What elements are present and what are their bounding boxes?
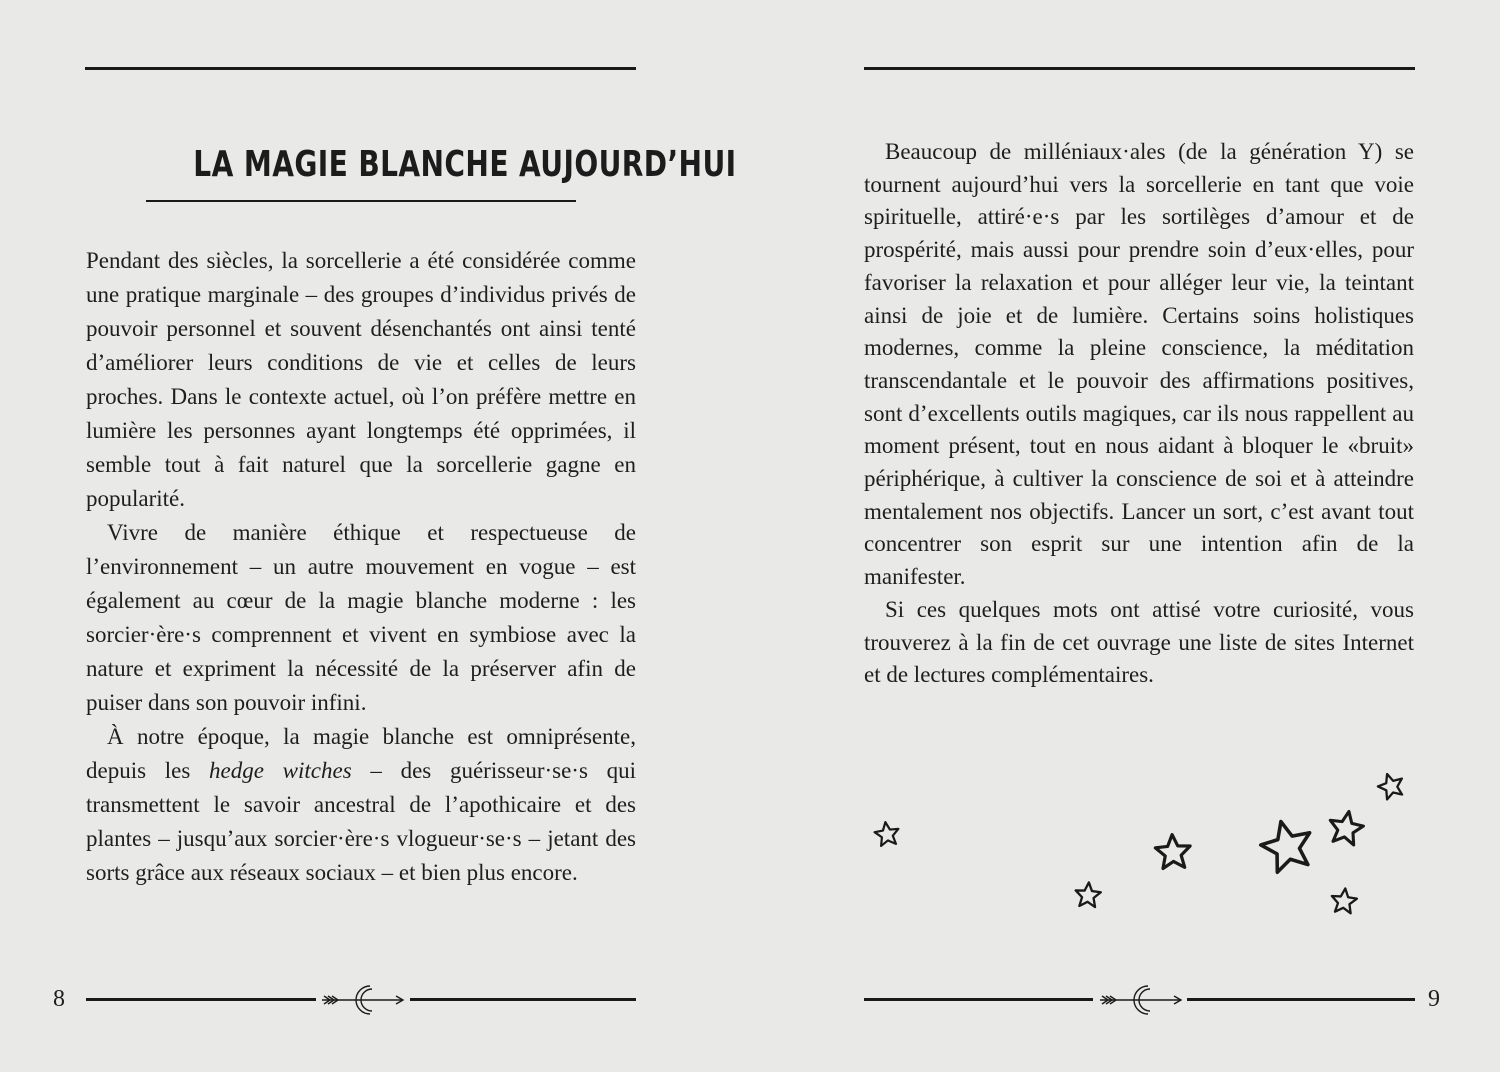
paragraph: Beaucoup de milléniaux·ales (de la génération Y) se tournent aujourd’hui vers la sorcellerie en tant que voie spirituelle, attiré·e·s par les sortilèges d’amour et de prospérité, mais aussi pour prendre soin d’eux·elles, pour favoriser la relaxation et pour alléger leur vie, la teintant ainsi de joie et de lumière. Certains soins holistiques modernes, comme la pleine conscience, la méditation transcendantale et le pouvoir des affirmations positives, sont d’excellents outils magiques, car ils nous rappellent au moment présent, tout en nous aidant à bloquer le «bruit» périphérique, à cultiver la conscience de soi et à atteindre mentalement nos objectifs. Lancer un sort, c’est avant tout concentrer son esprit sur une intention afin de la manifester. [864, 139, 1414, 590]
footer-rule-right [1187, 998, 1415, 1001]
moon-arrow-icon [1096, 980, 1184, 1020]
body-text [86, 244, 636, 890]
page-number: 8 [53, 986, 65, 1012]
footer-rule-left [864, 998, 1093, 1001]
paragraph [86, 720, 636, 890]
page-number: 9 [1428, 986, 1440, 1012]
star-icon [873, 820, 900, 846]
star-icon [1256, 815, 1317, 874]
footer-rule-right [410, 998, 636, 1001]
paragraph-text: À notre époque, la magie blanche est omniprésente, depuis les [86, 724, 636, 783]
italic-term: hedge witches [209, 758, 352, 783]
star-icon [1375, 770, 1406, 801]
top-rule [864, 67, 1415, 70]
paragraph-text: – des guérisseur·se·s qui transmettent le savoir ancestral de l’apothicaire et des plantes – jusqu’aux sorcier·ère·s vlogueur·se·s – jetant des sorts grâce aux réseaux sociaux – et bien plus encore. [86, 758, 636, 885]
paragraph: Pendant des siècles, la sorcellerie a été considérée comme une pratique marginale – des groupes d’individus privés de pouvoir personnel et souvent désenchantés ont ainsi tenté d’améliorer leurs conditions de vie et celles de leurs proches. Dans le contexte actuel, où l’on préfère mettre en lumière les personnes ayant longtemps été opprimées, il semble tout à fait naturel que la sorcellerie gagne en popularité. [86, 248, 636, 511]
star-icon [1075, 882, 1102, 908]
paragraph: Vivre de manière éthique et respectueuse de l’environnement – un autre mouvement en vogue – est également au cœur de la magie blanche moderne : les sorcier·ère·s comprennent et vivent en symbiose avec la nature et expriment la nécessité de la préserver afin de puiser dans son pouvoir infini. [86, 520, 636, 715]
paragraph: Si ces quelques mots ont attisé votre curiosité, vous trouverez à la fin de cet ouvrage une liste de sites Internet et de lectures complémentaires. [864, 596, 1414, 688]
star-icon [1155, 834, 1191, 869]
right-page [750, 0, 1500, 1072]
body-text [864, 136, 1414, 692]
top-rule [85, 67, 636, 70]
moon-arrow-icon [318, 980, 406, 1020]
star-icon [1327, 809, 1366, 847]
star-icon [1330, 887, 1358, 914]
chapter-heading: LA MAGIE BLANCHE AUJOURD’HUI [193, 144, 737, 185]
heading-underline [146, 200, 576, 202]
footer-rule-left [86, 998, 316, 1001]
